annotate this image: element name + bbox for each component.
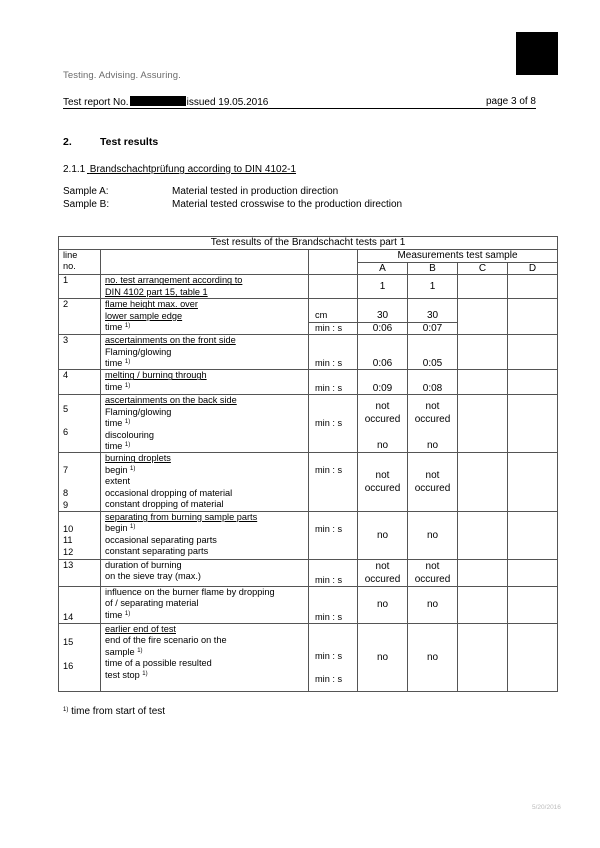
description-text: occasional separating parts bbox=[105, 534, 217, 545]
subsection-number: 2.1.1 bbox=[63, 164, 86, 175]
line-number-16: 16 bbox=[63, 661, 74, 671]
line-number bbox=[59, 512, 101, 560]
report-header bbox=[63, 96, 536, 109]
value-b: no bbox=[408, 512, 458, 560]
empty-header-cell bbox=[309, 250, 358, 275]
line-number-11: 11 bbox=[63, 535, 73, 546]
unit-text: min : s bbox=[315, 674, 343, 684]
footnote-ref: 1) bbox=[124, 610, 131, 617]
table-row bbox=[59, 512, 558, 560]
table-title: Test results of the Brandschacht tests part 1 bbox=[59, 237, 558, 250]
value-text: occured bbox=[414, 414, 451, 426]
unit-cell: min : s bbox=[309, 560, 358, 587]
line-number: 1 bbox=[59, 275, 101, 299]
footnote-ref: 1) bbox=[124, 419, 131, 426]
value-c bbox=[458, 395, 508, 453]
line-label: line bbox=[63, 250, 78, 260]
value-text: not bbox=[425, 401, 440, 413]
description-cell bbox=[101, 624, 309, 692]
value-b bbox=[408, 395, 458, 453]
value-a bbox=[358, 560, 408, 587]
unit-cell: min : s bbox=[309, 395, 358, 453]
footnote bbox=[63, 706, 165, 717]
footnote-ref: 1) bbox=[124, 358, 131, 365]
value-b: 0:07 bbox=[408, 322, 458, 334]
description-text: duration of burning bbox=[105, 560, 182, 570]
description-text: discolouring bbox=[105, 429, 155, 440]
table-row bbox=[59, 560, 558, 587]
redacted-report-number bbox=[130, 96, 186, 106]
value-c bbox=[458, 335, 508, 370]
footnote-marker: 1) bbox=[63, 707, 69, 713]
page-number: page 3 of 8 bbox=[485, 96, 536, 107]
value-d bbox=[508, 275, 558, 299]
description-text: Flaming/glowing bbox=[105, 406, 172, 417]
description-text: time bbox=[105, 418, 123, 429]
line-number-15: 15 bbox=[63, 637, 74, 647]
description-cell bbox=[101, 587, 309, 624]
line-number bbox=[59, 395, 101, 453]
value-text: not bbox=[375, 401, 390, 413]
value-b bbox=[408, 453, 458, 512]
line-number-10: 10 bbox=[63, 524, 74, 534]
value-b: 1 bbox=[408, 275, 458, 299]
description-text: earlier end of test bbox=[105, 624, 176, 634]
table-row bbox=[59, 370, 558, 395]
value-text: no bbox=[426, 440, 439, 452]
value-b: 30 bbox=[408, 299, 458, 322]
value-d bbox=[508, 370, 558, 395]
description-text: time bbox=[105, 357, 123, 368]
description-text: no. test arrangement according to bbox=[105, 275, 243, 286]
value-c bbox=[458, 624, 508, 692]
description-text: Flaming/glowing bbox=[105, 346, 172, 357]
value-d bbox=[508, 587, 558, 624]
measurements-header: Measurements test sample bbox=[358, 250, 558, 263]
sample-row bbox=[63, 185, 402, 198]
description-cell bbox=[101, 335, 309, 370]
description-cell bbox=[101, 560, 309, 587]
footnote-ref: 1) bbox=[124, 441, 131, 448]
description-text: flame height max. over bbox=[105, 299, 198, 310]
value-b: 0:08 bbox=[408, 370, 458, 395]
table-row bbox=[59, 299, 558, 322]
col-c-header: C bbox=[458, 263, 508, 275]
col-d-header: D bbox=[508, 263, 558, 275]
value-b: 0:05 bbox=[408, 335, 458, 370]
page-date: 5/20/2016 bbox=[532, 804, 561, 811]
value-text: occured bbox=[364, 574, 401, 585]
table-row bbox=[59, 275, 558, 299]
value-d bbox=[508, 395, 558, 453]
value-c bbox=[458, 370, 508, 395]
line-number: 3 bbox=[59, 335, 101, 370]
line-number-9: 9 bbox=[63, 499, 69, 510]
line-number-5: 5 bbox=[63, 403, 69, 414]
footnote-ref: 1) bbox=[142, 670, 148, 677]
unit-cell: min : s bbox=[309, 370, 358, 395]
logo-redacted bbox=[516, 32, 558, 75]
results-table bbox=[58, 236, 558, 692]
unit-cell: cm bbox=[309, 299, 358, 322]
description-text: sample bbox=[105, 646, 135, 657]
description-text: occasional dropping of material bbox=[105, 487, 233, 498]
sample-row bbox=[63, 198, 402, 211]
description-text: begin bbox=[105, 523, 128, 534]
value-d bbox=[508, 299, 558, 335]
value-d bbox=[508, 453, 558, 512]
table-row bbox=[59, 453, 558, 512]
value-a: 1 bbox=[358, 275, 408, 299]
description-text: of / separating material bbox=[105, 598, 199, 609]
line-number-12: 12 bbox=[63, 546, 74, 557]
line-number: 13 bbox=[59, 560, 101, 587]
description-text: burning droplets bbox=[105, 453, 171, 464]
footnote-text: time from start of test bbox=[71, 706, 166, 717]
line-number-7: 7 bbox=[63, 465, 69, 476]
unit-cell: min : s bbox=[309, 512, 358, 560]
no-label: no. bbox=[63, 261, 76, 272]
sample-key: Sample A: bbox=[63, 186, 109, 197]
report-label: Test report No. bbox=[63, 97, 129, 108]
description-cell bbox=[101, 275, 309, 299]
section-number: 2. bbox=[63, 136, 72, 148]
unit-cell: min : s bbox=[309, 322, 358, 334]
value-c bbox=[458, 453, 508, 512]
table-row bbox=[59, 587, 558, 624]
value-a: 0:06 bbox=[358, 322, 408, 334]
value-c bbox=[458, 512, 508, 560]
line-no-header bbox=[59, 250, 101, 275]
description-text: time bbox=[105, 322, 123, 333]
unit-cell: min : s bbox=[309, 335, 358, 370]
sample-list bbox=[63, 185, 402, 211]
subsection-title: Brandschachtprüfung according to DIN 4102-1 bbox=[89, 164, 297, 175]
sample-value: Material tested crosswise to the production direction bbox=[172, 199, 403, 210]
description-text: test stop bbox=[105, 669, 140, 680]
unit-cell: min : s bbox=[309, 587, 358, 624]
table-header-row bbox=[59, 250, 558, 263]
description-text: ascertainments on the front side bbox=[105, 335, 236, 346]
description-text: constant separating parts bbox=[105, 546, 209, 557]
description-cell bbox=[101, 370, 309, 395]
value-text: no bbox=[376, 440, 389, 452]
sample-value: Material tested in production direction bbox=[172, 186, 339, 197]
value-c bbox=[458, 299, 508, 335]
description-text: ascertainments on the back side bbox=[105, 395, 237, 406]
value-text: not bbox=[375, 470, 390, 482]
value-a: no bbox=[358, 512, 408, 560]
value-a: no bbox=[358, 624, 408, 692]
col-a-header: A bbox=[358, 263, 408, 275]
description-text: time bbox=[105, 381, 123, 392]
footnote-ref: 1) bbox=[130, 465, 136, 472]
sample-key: Sample B: bbox=[63, 199, 110, 210]
description-text: time of a possible resulted bbox=[105, 658, 212, 669]
value-text: not bbox=[425, 561, 440, 572]
value-text: not bbox=[425, 470, 440, 482]
value-b bbox=[408, 560, 458, 587]
description-text: on the sieve tray (max.) bbox=[105, 571, 201, 582]
footnote-ref: 1) bbox=[130, 524, 136, 531]
col-b-header: B bbox=[408, 263, 458, 275]
description-text: separating from burning sample parts bbox=[105, 512, 258, 522]
line-number: 14 bbox=[59, 587, 101, 624]
value-b: no bbox=[408, 624, 458, 692]
value-d bbox=[508, 624, 558, 692]
footnote-ref: 1) bbox=[124, 323, 131, 330]
description-text: constant dropping of material bbox=[105, 499, 224, 509]
value-text: occured bbox=[364, 483, 401, 495]
unit-cell bbox=[309, 275, 358, 299]
report-number-line bbox=[63, 96, 268, 108]
table-row bbox=[59, 335, 558, 370]
line-number-6: 6 bbox=[63, 426, 69, 437]
description-text: lower sample edge bbox=[105, 310, 183, 321]
value-text: not bbox=[375, 561, 390, 572]
footnote-ref: 1) bbox=[137, 647, 143, 654]
value-text: occured bbox=[414, 483, 451, 495]
description-text: time bbox=[105, 609, 123, 620]
value-d bbox=[508, 512, 558, 560]
section-title: Test results bbox=[100, 136, 159, 148]
value-a bbox=[358, 453, 408, 512]
unit-cell: min : s bbox=[309, 453, 358, 512]
description-text: influence on the burner flame by dropping bbox=[105, 587, 275, 597]
line-number-8: 8 bbox=[63, 488, 69, 499]
value-d bbox=[508, 335, 558, 370]
subsection-heading bbox=[63, 164, 296, 175]
value-text: occured bbox=[364, 414, 401, 426]
description-text: DIN 4102 part 15, table 1 bbox=[105, 286, 208, 297]
description-cell bbox=[101, 322, 309, 334]
line-number: 4 bbox=[59, 370, 101, 395]
value-text: occured bbox=[414, 574, 451, 585]
value-c bbox=[458, 587, 508, 624]
line-number bbox=[59, 624, 101, 692]
table-row bbox=[59, 624, 558, 692]
empty-header-cell bbox=[101, 250, 309, 275]
value-b: no bbox=[408, 587, 458, 624]
description-text: melting / burning through bbox=[105, 370, 207, 381]
description-text: extent bbox=[105, 476, 131, 487]
description-cell bbox=[101, 512, 309, 560]
value-c bbox=[458, 275, 508, 299]
issued-date: issued 19.05.2016 bbox=[186, 97, 269, 108]
table-row bbox=[59, 395, 558, 453]
value-a: no bbox=[358, 587, 408, 624]
value-a bbox=[358, 395, 408, 453]
value-a: 0:09 bbox=[358, 370, 408, 395]
line-number bbox=[59, 453, 101, 512]
description-cell bbox=[101, 453, 309, 512]
unit-text: min : s bbox=[315, 651, 343, 661]
description-text: end of the fire scenario on the bbox=[105, 635, 227, 646]
unit-cell bbox=[309, 624, 358, 692]
description-text: begin bbox=[105, 464, 128, 475]
footnote-ref: 1) bbox=[124, 382, 131, 389]
line-number: 2 bbox=[59, 299, 101, 335]
value-d bbox=[508, 560, 558, 587]
table-title-row bbox=[59, 237, 558, 250]
description-text: time bbox=[105, 440, 123, 451]
value-a: 0:06 bbox=[358, 335, 408, 370]
description-cell bbox=[101, 299, 309, 322]
value-a: 30 bbox=[358, 299, 408, 322]
tagline: Testing. Advising. Assuring. bbox=[63, 70, 181, 81]
value-c bbox=[458, 560, 508, 587]
description-cell bbox=[101, 395, 309, 453]
